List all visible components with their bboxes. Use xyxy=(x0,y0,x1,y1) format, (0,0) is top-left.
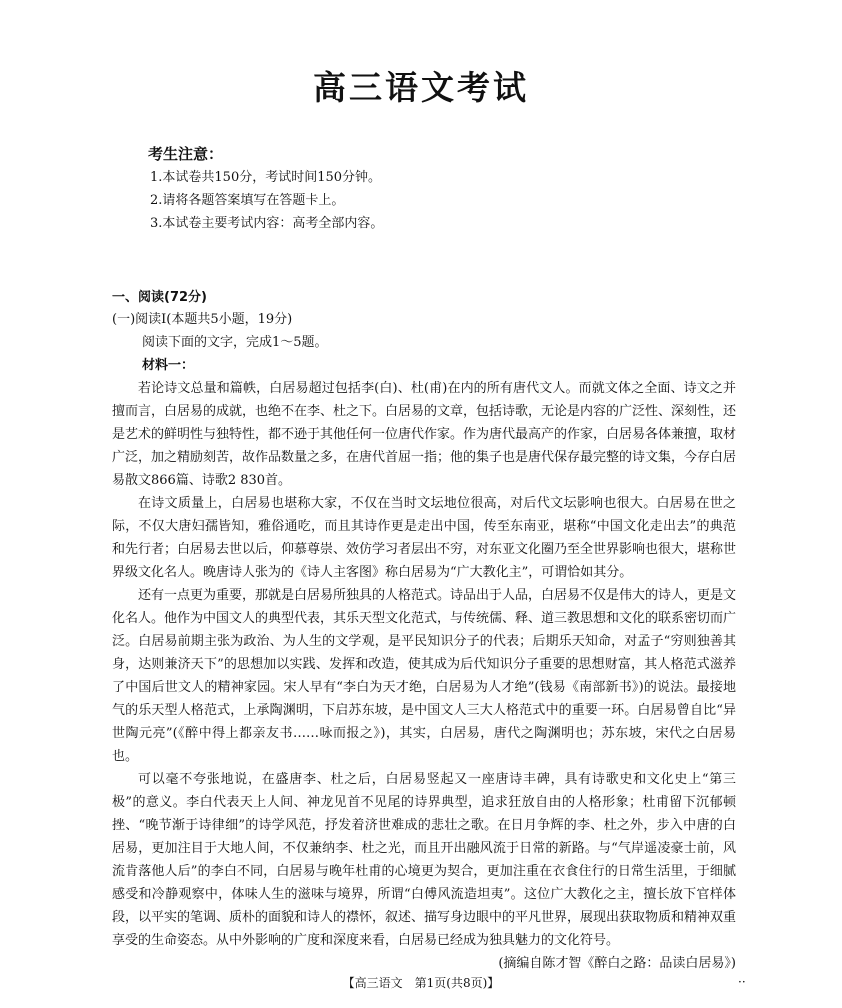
passage-paragraph-4: 可以毫不夸张地说，在盛唐李、杜之后，白居易竖起又一座唐诗丰碑，具有诗歌史和文化史上“第三极”的意义。李白代表天上人间、神龙见首不见尾的诗界典型，追求狂放自由的人格形象；杜甫留下沉郁顿挫、“晚节渐于诗律细”的诗学风范，抒发着济世难成的悲壮之歌。在日月争辉的李、杜之外，步入中唐的白居易，更加注目于大地人间，不仅兼纳李、杜之光，而且开出融风流于日常的新路。与“气岸遥凌豪士前，风流肯落他人后”的李白不同，白居易与晚年杜甫的心境更为契合，更加注重在衣食住行的日常生活里，于细腻感受和冷静观察中，体味人生的滋味与境界，所谓“白傅风流造坦夷”。这位广大教化之主，擅长放下官样体段，以平实的笔调、质朴的面貌和诗人的襟怀，叙述、描写身边眼中的平凡世界，展现出获取物质和精神双重享受的生命姿态。从中外影响的广度和深度来看，白居易已经成为独具魅力的文化符号。 xyxy=(112,772,737,948)
section-subheading: (一)阅读Ⅰ(本题共5小题，19分) xyxy=(112,312,293,327)
page-footer: 【高三语文 第1页(共8页)】 xyxy=(342,976,500,990)
passage-paragraph-3: 还有一点更为重要，那就是白居易所独具的人格范式。诗品出于人品，白居易不仅是伟大的诗人，更是文化名人。他作为中国文人的典型代表，其乐天型文化范式，与传统儒、释、道三教思想和文化的联系密切而广泛。白居易前期主张为政治、为人生的文学观，是平民知识分子的代表；后期乐天知命，对孟子“穷则独善其身，达则兼济天下”的思想加以实践、发挥和改造，使其成为后代知识分子重要的思想财富，其人格范式滋养了中国后世文人的精神家园。宋人早有“李白为天才绝，白居易为人才绝”(钱易《南部新书》)的说法。最接地气的乐天型人格范式，上承陶渊明，下启苏东坡，是中国文人三大人格范式中的重要一环。白居易曾自比“异世陶元亮”(《醉中得上都亲友书……咏而报之》)，其实，白居易，唐代之陶渊明也；苏东坡，宋代之白居易也。 xyxy=(112,588,737,764)
notice-item-2: 2.请将各题答案填写在答题卡上。 xyxy=(150,193,345,208)
notice-item-1: 1.本试卷共150分，考试时间150分钟。 xyxy=(150,170,382,185)
notice-heading: 考生注意： xyxy=(148,145,224,163)
passage-source: (摘编自陈才智《醉白之路：品读白居易》) xyxy=(498,956,736,971)
material-label: 材料一： xyxy=(142,358,195,373)
reading-section xyxy=(112,288,736,975)
notice-item-3: 3.本试卷主要考试内容：高考全部内容。 xyxy=(150,216,384,231)
passage-paragraph-2: 在诗文质量上，白居易也堪称大家，不仅在当时文坛地位很高，对后代文坛影响也很大。白居易在世之际，不仅大唐妇孺皆知，雅俗通吃，而且其诗作更是走出中国，传至东南亚，堪称“中国文化走出去”的典范和先行者；白居易去世以后，仰慕尊崇、效仿学习者层出不穷，对东亚文化圈乃至全世界影响也很大，堪称世界级文化名人。晚唐诗人张为的《诗人主客图》称白居易为“广大教化主”，可谓恰如其分。 xyxy=(112,496,737,580)
candidate-notice xyxy=(148,144,383,235)
exam-title: 高三语文考试 xyxy=(313,68,529,107)
passage-paragraph-1: 若论诗文总量和篇帙，白居易超过包括李(白)、杜(甫)在内的所有唐代文人。而就文体之全面、诗文之并擅而言，白居易的成就，也绝不在李、杜之下。白居易的文章，包括诗歌，无论是内容的广泛性、深刻性，还是艺术的鲜明性与独特性，都不逊于其他任何一位唐代作家。作为唐代最高产的作家，白居易各体兼擅，取材广泛，加之精励刻苦，故作品数量之多，在唐代首屈一指；他的集子也是唐代保存最完整的诗文集，今存白居易散文866篇、诗歌2 830首。 xyxy=(112,381,737,488)
footer-mark: ·· xyxy=(738,975,746,989)
section-heading: 一、阅读(72分) xyxy=(112,290,207,305)
section-instruction: 阅读下面的文字，完成1～5题。 xyxy=(142,335,328,350)
